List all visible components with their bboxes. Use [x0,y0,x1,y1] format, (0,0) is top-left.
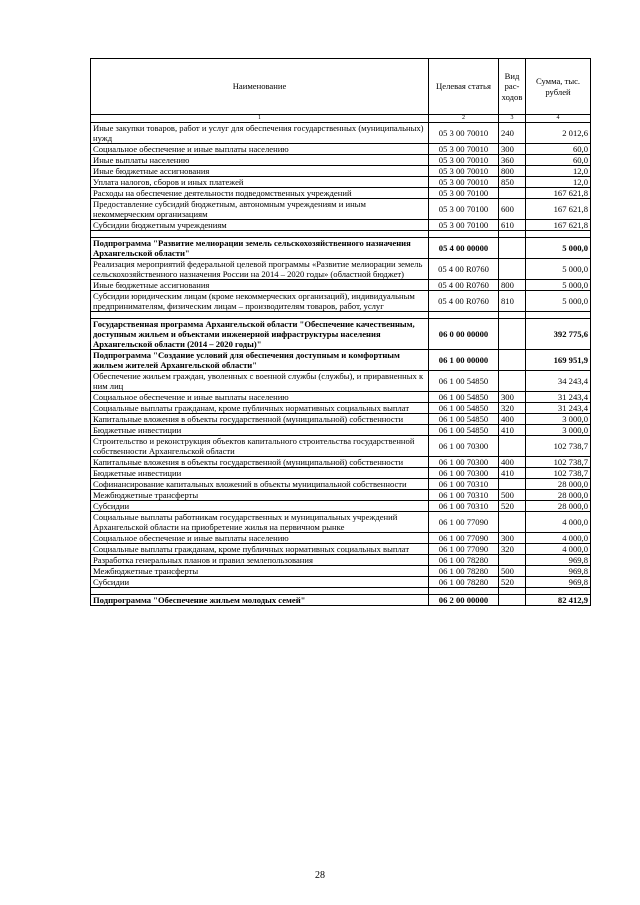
cell-code: 06 1 00 70310 [429,490,499,501]
cell-code: 05 4 00 R0760 [429,291,499,312]
cell-name: Строительство и реконструкция объектов капитального строительства государственной собственности Архангельской области [91,436,429,457]
cell-name [91,312,429,319]
cell-sum: 4 000,0 [526,544,591,555]
column-number: 2 [429,115,499,123]
cell-sum: 169 951,9 [526,350,591,371]
cell-code: 06 1 00 77090 [429,512,499,533]
cell-sum: 31 243,4 [526,392,591,403]
cell-name: Субсидии бюджетным учреждениям [91,220,429,231]
cell-sum [526,312,591,319]
table-row [91,479,591,490]
cell-vid [499,371,526,392]
cell-name: Бюджетные инвестиции [91,425,429,436]
cell-sum: 28 000,0 [526,479,591,490]
cell-code: 05 3 00 70010 [429,177,499,188]
cell-sum: 28 000,0 [526,490,591,501]
table-row [91,555,591,566]
cell-code: 05 4 00 R0760 [429,259,499,280]
budget-table [90,58,591,606]
cell-vid [499,259,526,280]
cell-code: 06 1 00 54850 [429,425,499,436]
cell-name: Капитальные вложения в объекты государственной (муниципальной) собственности [91,457,429,468]
cell-vid: 300 [499,533,526,544]
cell-vid: 520 [499,501,526,512]
cell-sum: 12,0 [526,166,591,177]
table-row [91,566,591,577]
table-row [91,199,591,220]
cell-vid: 500 [499,490,526,501]
table-row [91,371,591,392]
table-row [91,425,591,436]
cell-vid [499,350,526,371]
table-row [91,392,591,403]
cell-code: 05 3 00 70010 [429,166,499,177]
cell-code: 06 0 00 00000 [429,319,499,350]
cell-code: 06 1 00 77090 [429,533,499,544]
cell-sum: 102 738,7 [526,457,591,468]
cell-name [91,588,429,595]
cell-sum [526,231,591,238]
cell-code: 06 2 00 00000 [429,595,499,606]
cell-code: 06 1 00 70300 [429,468,499,479]
table-row [91,403,591,414]
cell-code: 06 1 00 70300 [429,457,499,468]
table-row [91,595,591,606]
cell-code [429,231,499,238]
cell-code: 06 1 00 78280 [429,577,499,588]
table-row [91,350,591,371]
cell-name: Иные бюджетные ассигнования [91,166,429,177]
cell-name: Разработка генеральных планов и правил землепользования [91,555,429,566]
cell-name: Софинансирование капитальных вложений в объекты муниципальной собственности [91,479,429,490]
header-vid: Вид рас-ходов [499,59,526,115]
cell-sum: 60,0 [526,144,591,155]
cell-code: 06 1 00 00000 [429,350,499,371]
cell-sum: 167 621,8 [526,220,591,231]
cell-sum: 60,0 [526,155,591,166]
cell-sum [526,588,591,595]
header-name: Наименование [91,59,429,115]
cell-code [429,312,499,319]
cell-code: 05 3 00 70100 [429,220,499,231]
table-row [91,501,591,512]
cell-name: Субсидии [91,577,429,588]
cell-name: Межбюджетные трансферты [91,566,429,577]
table-row [91,577,591,588]
cell-code: 06 1 00 77090 [429,544,499,555]
cell-vid: 810 [499,291,526,312]
cell-sum: 969,8 [526,566,591,577]
cell-vid: 360 [499,155,526,166]
cell-name: Социальное обеспечение и иные выплаты населению [91,144,429,155]
table-body [91,123,591,606]
cell-vid: 500 [499,566,526,577]
cell-code: 05 3 00 70010 [429,155,499,166]
cell-vid [499,479,526,490]
column-number: 4 [526,115,591,123]
table-row [91,177,591,188]
cell-name: Государственная программа Архангельской области "Обеспечение качественным, доступным жильем и объектами инженерной инфраструктуры населения Архангельской области (2014 – 2020 годы)" [91,319,429,350]
cell-sum: 3 000,0 [526,414,591,425]
cell-name: Социальное обеспечение и иные выплаты населению [91,533,429,544]
table-row [91,436,591,457]
cell-vid: 300 [499,392,526,403]
cell-vid: 240 [499,123,526,144]
cell-name: Субсидии [91,501,429,512]
table-row [91,414,591,425]
cell-code: 06 1 00 70300 [429,436,499,457]
cell-name: Подпрограмма "Развитие мелиорации земель сельскохозяйственного назначения Архангельской области" [91,238,429,259]
cell-name: Социальные выплаты работникам государственных и муниципальных учреждений Архангельской области на приобретение жилья на первичном рынке [91,512,429,533]
cell-code: 05 4 00 00000 [429,238,499,259]
cell-vid: 610 [499,220,526,231]
cell-name: Социальные выплаты гражданам, кроме публичных нормативных социальных выплат [91,403,429,414]
cell-code: 05 3 00 70100 [429,188,499,199]
cell-name: Социальные выплаты гражданам, кроме публичных нормативных социальных выплат [91,544,429,555]
page-number: 28 [315,870,325,881]
cell-sum: 969,8 [526,555,591,566]
cell-name: Подпрограмма "Создание условий для обеспечения доступным и комфортным жильем жителей Архангельской области" [91,350,429,371]
cell-vid: 410 [499,468,526,479]
cell-vid: 400 [499,414,526,425]
table-row [91,166,591,177]
cell-vid [499,555,526,566]
cell-name: Бюджетные инвестиции [91,468,429,479]
cell-code [429,588,499,595]
cell-code: 05 3 00 70100 [429,199,499,220]
table-row [91,468,591,479]
cell-vid: 600 [499,199,526,220]
cell-code: 06 1 00 54850 [429,414,499,425]
cell-code: 06 1 00 70310 [429,479,499,490]
spacer-row [91,312,591,319]
cell-vid: 850 [499,177,526,188]
cell-vid: 800 [499,280,526,291]
cell-vid [499,231,526,238]
cell-code: 06 1 00 78280 [429,555,499,566]
table-row [91,155,591,166]
cell-sum: 5 000,0 [526,280,591,291]
cell-name: Реализация мероприятий федеральной целевой программы «Развитие мелиорации земель сельскохозяйственного назначения России на 2014 – 2020 годы» (областной бюджет) [91,259,429,280]
table-row [91,512,591,533]
table-row [91,533,591,544]
cell-name: Иные закупки товаров, работ и услуг для обеспечения государственных (муниципальных) нужд [91,123,429,144]
cell-name: Иные бюджетные ассигнования [91,280,429,291]
cell-vid [499,238,526,259]
header-sum: Сумма, тыс. рублей [526,59,591,115]
cell-vid: 320 [499,403,526,414]
cell-sum: 167 621,8 [526,199,591,220]
cell-code: 05 4 00 R0760 [429,280,499,291]
cell-name: Межбюджетные трансферты [91,490,429,501]
spacer-row [91,231,591,238]
cell-vid [499,319,526,350]
cell-name: Иные выплаты населению [91,155,429,166]
table-row [91,291,591,312]
column-number: 1 [91,115,429,123]
cell-sum: 969,8 [526,577,591,588]
table-header-row [91,59,591,115]
cell-vid [499,588,526,595]
cell-vid [499,595,526,606]
cell-code: 05 3 00 70010 [429,123,499,144]
cell-code: 06 1 00 78280 [429,566,499,577]
cell-name: Подпрограмма "Обеспечение жильем молодых семей" [91,595,429,606]
cell-vid: 800 [499,166,526,177]
cell-code: 06 1 00 54850 [429,403,499,414]
cell-name: Субсидии юридическим лицам (кроме некоммерческих организаций), индивидуальным предпринимателям, физическим лицам – производителям товаров, работ, услуг [91,291,429,312]
cell-vid [499,512,526,533]
cell-sum: 392 775,6 [526,319,591,350]
cell-sum: 31 243,4 [526,403,591,414]
cell-sum: 4 000,0 [526,512,591,533]
table-row [91,144,591,155]
cell-name: Обеспечение жильем граждан, уволенных с военной службы (службы), и приравненных к ним лиц [91,371,429,392]
cell-sum: 34 243,4 [526,371,591,392]
cell-vid [499,312,526,319]
cell-sum: 167 621,8 [526,188,591,199]
cell-vid: 300 [499,144,526,155]
cell-sum: 3 000,0 [526,425,591,436]
table-row [91,220,591,231]
cell-vid: 320 [499,544,526,555]
cell-sum: 5 000,0 [526,259,591,280]
cell-sum: 102 738,7 [526,468,591,479]
cell-vid [499,436,526,457]
table-row [91,319,591,350]
cell-sum: 28 000,0 [526,501,591,512]
spacer-row [91,588,591,595]
cell-sum: 82 412,9 [526,595,591,606]
cell-name: Социальное обеспечение и иные выплаты населению [91,392,429,403]
table-row [91,259,591,280]
header-code: Целевая статья [429,59,499,115]
cell-code: 06 1 00 54850 [429,371,499,392]
cell-sum: 5 000,0 [526,291,591,312]
cell-name: Уплата налогов, сборов и иных платежей [91,177,429,188]
table-row [91,490,591,501]
cell-code: 06 1 00 70310 [429,501,499,512]
cell-code: 06 1 00 54850 [429,392,499,403]
cell-name: Предоставление субсидий бюджетным, автономным учреждениям и иным некоммерческим организациям [91,199,429,220]
cell-name: Капитальные вложения в объекты государственной (муниципальной) собственности [91,414,429,425]
table-row [91,123,591,144]
cell-sum: 4 000,0 [526,533,591,544]
cell-vid: 400 [499,457,526,468]
table-row [91,280,591,291]
table-row [91,544,591,555]
table-row [91,238,591,259]
column-number: 3 [499,115,526,123]
column-number-row [91,115,591,123]
table-row [91,457,591,468]
cell-sum: 5 000,0 [526,238,591,259]
cell-vid: 520 [499,577,526,588]
cell-sum: 2 012,6 [526,123,591,144]
cell-vid [499,188,526,199]
cell-code: 05 3 00 70010 [429,144,499,155]
cell-name [91,231,429,238]
cell-vid: 410 [499,425,526,436]
cell-name: Расходы на обеспечение деятельности подведомственных учреждений [91,188,429,199]
cell-sum: 102 738,7 [526,436,591,457]
table-row [91,188,591,199]
cell-sum: 12,0 [526,177,591,188]
